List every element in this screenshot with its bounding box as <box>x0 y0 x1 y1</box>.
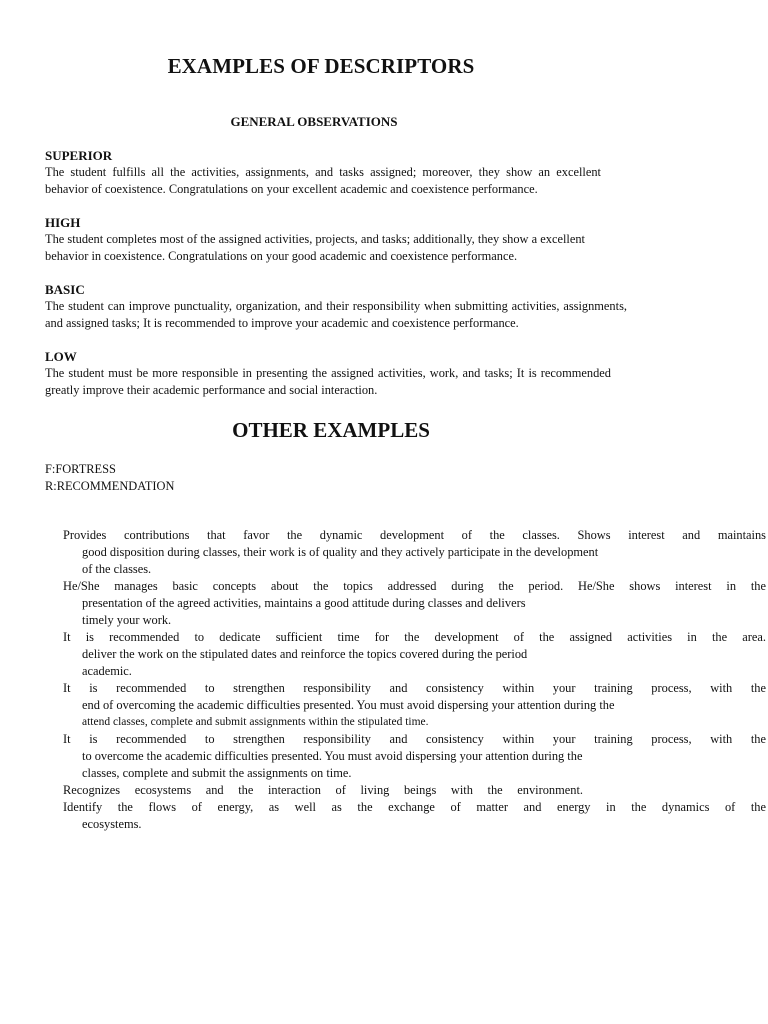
descriptor-heading: LOW <box>45 349 77 364</box>
example-continuation <box>63 595 766 629</box>
example-continuation <box>63 646 766 680</box>
legend-item-recommendation: R:RECOMMENDATION <box>45 479 175 493</box>
example-continuation <box>63 697 766 731</box>
examples-list <box>63 527 766 833</box>
example-line: timely your work. <box>82 613 172 627</box>
example-line: of the classes. <box>82 562 152 576</box>
example-item <box>63 578 766 629</box>
example-first-line: Provides contributions that favor the dynamic development of the classes. Shows interest and maintains <box>63 528 766 542</box>
example-continuation <box>63 816 766 833</box>
descriptor-text: The student can improve punctuality, organization, and their responsibility when submitting activities, assignments, and assigned tasks; It is recommended to improve your academic and coexistence performance. <box>45 299 627 330</box>
descriptor-heading: HIGH <box>45 215 81 230</box>
legend-item-fortress: F:FORTRESS <box>45 462 116 476</box>
descriptor-superior <box>45 148 601 198</box>
example-line: deliver the work on the stipulated dates and reinforce the topics covered during the period <box>82 647 528 661</box>
document-title: EXAMPLES OF DESCRIPTORS <box>167 54 475 78</box>
example-line: attend classes, complete and submit assignments within the stipulated time. <box>82 716 429 728</box>
descriptor-low <box>45 349 611 399</box>
example-continuation <box>63 544 766 578</box>
example-line: to overcome the academic difficulties presented. You must avoid dispersing your attention during the <box>82 749 583 763</box>
descriptor-text: The student completes most of the assigned activities, projects, and tasks; additionally, they show a excellent behavior in coexistence. Congratulations on your good academic and coexistence performance. <box>45 232 585 263</box>
example-line: end of overcoming the academic difficulties presented. You must avoid dispersing your attention during the <box>82 698 615 712</box>
descriptor-high <box>45 215 585 265</box>
example-item <box>63 731 766 782</box>
descriptor-heading: SUPERIOR <box>45 148 113 163</box>
example-first-line: It is recommended to dedicate sufficient time for the development of the assigned activities in the area. <box>63 630 766 644</box>
descriptor-text: The student fulfills all the activities, assignments, and tasks assigned; moreover, they show an excellent behavior of coexistence. Congratulations on your excellent academic and coexistence performance. <box>45 165 601 196</box>
example-continuation <box>63 748 766 782</box>
example-line: academic. <box>82 664 132 678</box>
descriptor-basic <box>45 282 627 332</box>
section-subtitle: GENERAL OBSERVATIONS <box>230 114 398 129</box>
example-item <box>63 680 766 731</box>
example-first-line: He/She manages basic concepts about the topics addressed during the period. He/She shows interest in the <box>63 579 766 593</box>
example-item <box>63 629 766 680</box>
descriptor-text: The student must be more responsible in presenting the assigned activities, work, and tasks; It is recommended greatly improve their academic performance and social interaction. <box>45 366 611 397</box>
descriptor-heading: BASIC <box>45 282 85 297</box>
legend <box>45 461 174 495</box>
example-first-line: Identify the flows of energy, as well as the exchange of matter and energy in the dynamics of the <box>63 800 766 814</box>
example-line: ecosystems. <box>82 817 142 831</box>
example-item <box>63 782 766 799</box>
example-item <box>63 799 766 833</box>
example-first-line: Recognizes ecosystems and the interaction of living beings with the environment. <box>63 783 583 797</box>
example-item <box>63 527 766 578</box>
example-first-line: It is recommended to strengthen responsibility and consistency within your training process, with the <box>63 732 766 746</box>
other-examples-title: OTHER EXAMPLES <box>232 418 430 442</box>
example-first-line: It is recommended to strengthen responsibility and consistency within your training process, with the <box>63 681 766 695</box>
example-line: classes, complete and submit the assignments on time. <box>82 766 352 780</box>
example-line: good disposition during classes, their work is of quality and they actively participate in the development <box>82 545 599 559</box>
example-line: presentation of the agreed activities, maintains a good attitude during classes and delivers <box>82 596 526 610</box>
